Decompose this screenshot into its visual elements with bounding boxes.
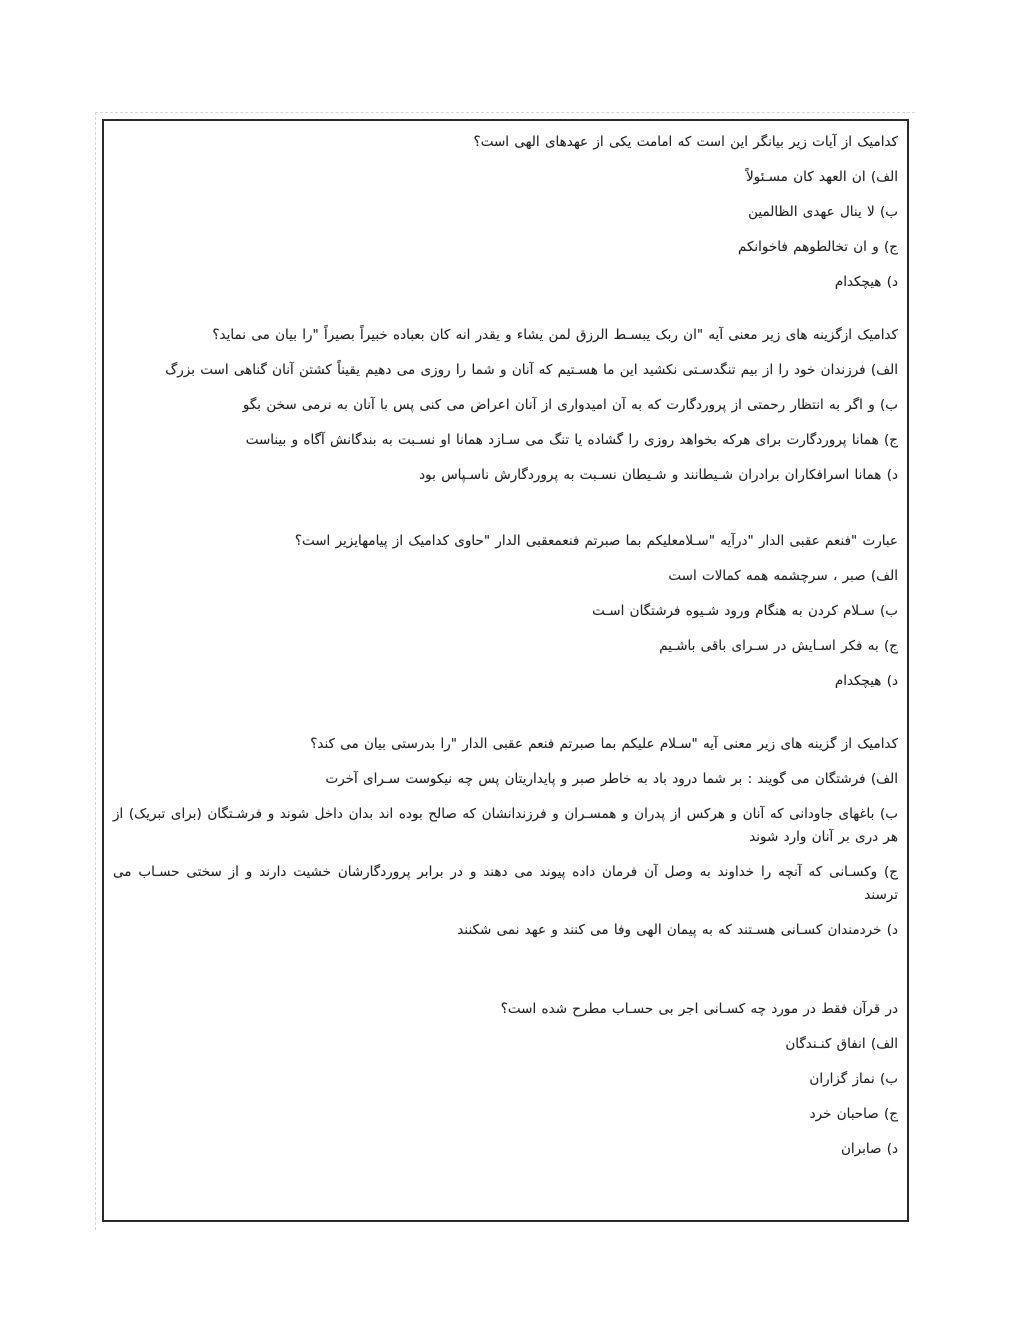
- question-4-option-c: ج) وکسـانی که آنچه را خداوند به وصل آن فرمان داده پیوند می دهند و در برابر پروردگارشان خشیت دارند و از سختی حسـاب می ترسند: [113, 864, 898, 903]
- question-2-option-a: الف) فرزندان خود را از بیم تنگدسـتی نکشید این ما هسـتیم که آنان و شما را روزی می دهیم یقیناً کشتن آنان گناهی است بزرگ: [165, 362, 898, 378]
- question-5-option-b: ب) نماز گزاران: [809, 1071, 898, 1087]
- question-1-option-a: الف) ان العهد کان مسـئولاً: [745, 169, 898, 185]
- question-block-4: [113, 733, 898, 942]
- question-4-option-d: د) خردمندان کسـانی هسـتند که به پیمان الهی وفا می کنند و عهد نمی شکنند: [457, 922, 898, 938]
- question-1-text: کدامیک از آیات زیر بیانگر این است که امامت یکی از عهدهای الهی است؟: [473, 134, 898, 150]
- table-gridline-top-outer: [95, 112, 915, 113]
- question-3-option-a: الف) صبر ، سرچشمه همه کمالات است: [668, 568, 898, 584]
- question-5-option-d: د) صابران: [840, 1141, 898, 1157]
- question-3-option-c: ج) به فکر اسـایش در سـرای باقی باشـیم: [659, 638, 898, 654]
- question-3-option-d: د) هیچکدام: [834, 673, 898, 689]
- question-2-text: کدامیک ازگزینه های زیر معنی آیه "ان ربک یبسـط الرزق لمن یشاء و یقدر انه کان بعباده خبیراً بصیراً "را بیان می نماید؟: [212, 327, 898, 343]
- question-3-text: عبارت "فنعم عقبی الدار "درآیه "سـلامعلیکم بما صبرتم فنعمعقبی الدار "حاوی کدامیک از پیامهایزیر است؟: [294, 533, 898, 549]
- question-2-option-b: ب) و اگر به انتظار رحمتی از پروردگارت که به آن امیدواری از آنان اعراض می کنی پس با آنان به نرمی سخن بگو: [242, 397, 898, 413]
- question-block-1: [113, 131, 898, 294]
- question-1-option-d: د) هیچکدام: [834, 274, 898, 290]
- question-3-option-b: ب) سـلام کردن به هنگام ورود شـیوه فرشتگان اسـت: [592, 603, 898, 619]
- question-5-option-a: الف) انفاق کنـندگان: [785, 1036, 898, 1052]
- question-5-text: در قرآن فقط در مورد چه کسـانی اجر بی حسـاب مطرح شده است؟: [500, 1001, 898, 1017]
- question-2-option-d: د) همانا اسرافکاران برادران شـیطانند و شـیطان نسـبت به پروردگارش ناسـپاس بود: [419, 467, 898, 483]
- question-1-option-b: ب) لا ینال عهدی الظالمین: [748, 204, 898, 220]
- question-block-5: [113, 998, 898, 1161]
- question-block-3: [113, 530, 898, 693]
- question-2-option-c: ج) همانا پروردگارت برای هرکه بخواهد روزی را گشاده یا تنگ می سـازد همانا او نسـبت به بندگانش آگاه و بیناست: [245, 432, 898, 448]
- question-4-option-a: الف) فرشتگان می گویند : بر شما درود باد به خاطر صبر و پایداریتان پس چه نیکوست سـرای آخرت: [325, 771, 898, 787]
- question-block-2: [113, 324, 898, 487]
- table-gridline-left: [95, 112, 96, 1230]
- question-4-text: کدامیک از گزینه های زیر معنی آیه "سـلام علیکم بما صبرتم فنعم عقبی الدار "را بدرستی بیان می کند؟: [310, 736, 898, 752]
- question-4-option-b: ب) باغهای جاودانی که آنان و هرکس از پدران و همسـران و فرزندانشان که صالح بوده اند بدان داخل شوند و فرشـتگان (برای تبریک) از هر دری بر آنان وارد شوند: [113, 806, 898, 845]
- question-sheet: [102, 119, 909, 1222]
- question-1-option-c: ج) و ان تخالطوهم فاخوانکم: [737, 239, 898, 255]
- question-5-option-c: ج) صاحبان خرد: [809, 1106, 898, 1122]
